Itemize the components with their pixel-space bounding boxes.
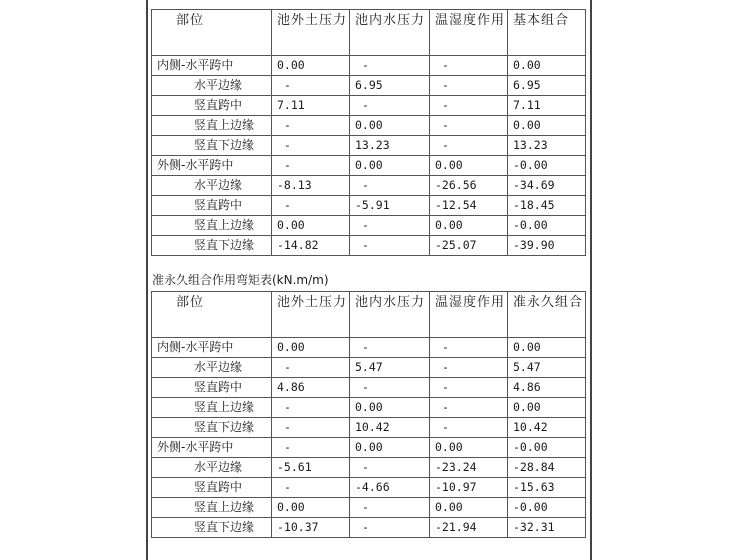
column-header: 温湿度作用 (430, 292, 508, 338)
table-cell: 0.00 (508, 56, 586, 76)
table-cell: - (350, 176, 430, 196)
table-cell: - (350, 56, 430, 76)
table-cell: 5.47 (350, 358, 430, 378)
table-cell: - (350, 96, 430, 116)
column-header: 池外土压力 (272, 292, 350, 338)
row-label: 水平边缘 (152, 176, 272, 196)
table-cell: 0.00 (272, 498, 350, 518)
table-cell: -10.97 (430, 478, 508, 498)
table-cell: 0.00 (430, 156, 508, 176)
table-cell: -14.82 (272, 236, 350, 256)
row-label: 内侧-水平跨中 (152, 338, 272, 358)
table-row (152, 76, 586, 96)
table-cell: 0.00 (430, 216, 508, 236)
table-cell: 0.00 (272, 216, 350, 236)
table-cell: -32.31 (508, 518, 586, 538)
table-cell: - (272, 76, 350, 96)
row-label: 竖直跨中 (152, 196, 272, 216)
table-cell: 7.11 (508, 96, 586, 116)
table-cell: - (430, 338, 508, 358)
table-cell: 0.00 (350, 116, 430, 136)
right-page-border (590, 0, 592, 560)
column-header: 部位 (152, 292, 272, 338)
table-cell: -8.13 (272, 176, 350, 196)
row-label: 竖直上边缘 (152, 116, 272, 136)
table-cell: -5.91 (350, 196, 430, 216)
table-row (152, 96, 586, 116)
table-row (152, 378, 586, 398)
row-label: 外侧-水平跨中 (152, 438, 272, 458)
table-cell: -18.45 (508, 196, 586, 216)
table-cell: - (350, 518, 430, 538)
header-row (152, 10, 586, 56)
row-label: 竖直跨中 (152, 378, 272, 398)
table-body (152, 292, 586, 538)
table-row (152, 458, 586, 478)
table-row (152, 478, 586, 498)
table-cell: - (430, 56, 508, 76)
table-body (152, 10, 586, 256)
column-header: 池内水压力 (350, 10, 430, 56)
table-cell: -34.69 (508, 176, 586, 196)
table-cell: -10.37 (272, 518, 350, 538)
row-label: 竖直下边缘 (152, 418, 272, 438)
table-cell: 13.23 (350, 136, 430, 156)
table-cell: -0.00 (508, 498, 586, 518)
row-label: 竖直上边缘 (152, 216, 272, 236)
table-cell: - (272, 196, 350, 216)
table-cell: 0.00 (508, 338, 586, 358)
table-cell: 0.00 (430, 498, 508, 518)
table-cell: 0.00 (272, 338, 350, 358)
table-cell: - (350, 338, 430, 358)
table-row (152, 498, 586, 518)
table-row (152, 136, 586, 156)
column-header: 池外土压力 (272, 10, 350, 56)
table-caption: 准永久组合作用弯矩表(kN.m/m) (152, 273, 329, 287)
table-cell: -5.61 (272, 458, 350, 478)
row-label: 竖直下边缘 (152, 518, 272, 538)
table-row (152, 216, 586, 236)
table-row (152, 358, 586, 378)
column-header: 基本组合 (508, 10, 586, 56)
column-header: 池内水压力 (350, 292, 430, 338)
table-row (152, 418, 586, 438)
row-label: 竖直跨中 (152, 478, 272, 498)
table-cell: - (350, 216, 430, 236)
bending-moment-table-basic (151, 9, 586, 256)
table-cell: -23.24 (430, 458, 508, 478)
column-header: 部位 (152, 10, 272, 56)
table-cell: 6.95 (508, 76, 586, 96)
table-cell: - (430, 378, 508, 398)
table-cell: 0.00 (350, 398, 430, 418)
table-cell: 10.42 (508, 418, 586, 438)
table-cell: 13.23 (508, 136, 586, 156)
row-label: 水平边缘 (152, 458, 272, 478)
table-row (152, 398, 586, 418)
table-cell: - (272, 136, 350, 156)
table-cell: - (430, 398, 508, 418)
table-cell: -39.90 (508, 236, 586, 256)
table-cell: -0.00 (508, 438, 586, 458)
row-label: 内侧-水平跨中 (152, 56, 272, 76)
table-cell: -15.63 (508, 478, 586, 498)
table-cell: - (430, 418, 508, 438)
table-row (152, 438, 586, 458)
table-cell: 10.42 (350, 418, 430, 438)
table-cell: 4.86 (508, 378, 586, 398)
table-cell: -25.07 (430, 236, 508, 256)
table-cell: - (430, 96, 508, 116)
table-cell: 0.00 (508, 398, 586, 418)
row-label: 竖直下边缘 (152, 236, 272, 256)
row-label: 外侧-水平跨中 (152, 156, 272, 176)
left-page-border (146, 0, 148, 560)
table-cell: - (350, 458, 430, 478)
row-label: 竖直上边缘 (152, 398, 272, 418)
row-label: 竖直跨中 (152, 96, 272, 116)
table-cell: - (272, 358, 350, 378)
table-row (152, 236, 586, 256)
table-cell: 0.00 (508, 116, 586, 136)
table-cell: - (272, 156, 350, 176)
table-cell: -26.56 (430, 176, 508, 196)
table-cell: - (272, 438, 350, 458)
table-row (152, 338, 586, 358)
table-cell: - (430, 136, 508, 156)
table-cell: -4.66 (350, 478, 430, 498)
table-cell: - (430, 116, 508, 136)
table-cell: - (272, 398, 350, 418)
header-row (152, 292, 586, 338)
table-cell: - (350, 378, 430, 398)
table-cell: 4.86 (272, 378, 350, 398)
table-row (152, 116, 586, 136)
table-row (152, 518, 586, 538)
table-cell: -21.94 (430, 518, 508, 538)
table-cell: 0.00 (430, 438, 508, 458)
table-cell: - (430, 358, 508, 378)
column-header: 准永久组合 (508, 292, 586, 338)
table-cell: 7.11 (272, 96, 350, 116)
table-cell: 0.00 (350, 156, 430, 176)
table-cell: - (430, 76, 508, 96)
row-label: 竖直上边缘 (152, 498, 272, 518)
table-cell: -0.00 (508, 216, 586, 236)
column-header: 温湿度作用 (430, 10, 508, 56)
table-cell: - (272, 478, 350, 498)
table-cell: -28.84 (508, 458, 586, 478)
row-label: 水平边缘 (152, 76, 272, 96)
table-cell: - (272, 418, 350, 438)
table-cell: - (350, 498, 430, 518)
table-row (152, 196, 586, 216)
table-cell: -0.00 (508, 156, 586, 176)
row-label: 竖直下边缘 (152, 136, 272, 156)
row-label: 水平边缘 (152, 358, 272, 378)
table-row (152, 156, 586, 176)
table-cell: 0.00 (272, 56, 350, 76)
bending-moment-table-quasi-permanent (151, 291, 586, 538)
table-cell: 5.47 (508, 358, 586, 378)
table-cell: - (350, 236, 430, 256)
table-row (152, 56, 586, 76)
table-cell: 6.95 (350, 76, 430, 96)
table-row (152, 176, 586, 196)
table-cell: - (272, 116, 350, 136)
table-cell: 0.00 (350, 438, 430, 458)
table-cell: -12.54 (430, 196, 508, 216)
